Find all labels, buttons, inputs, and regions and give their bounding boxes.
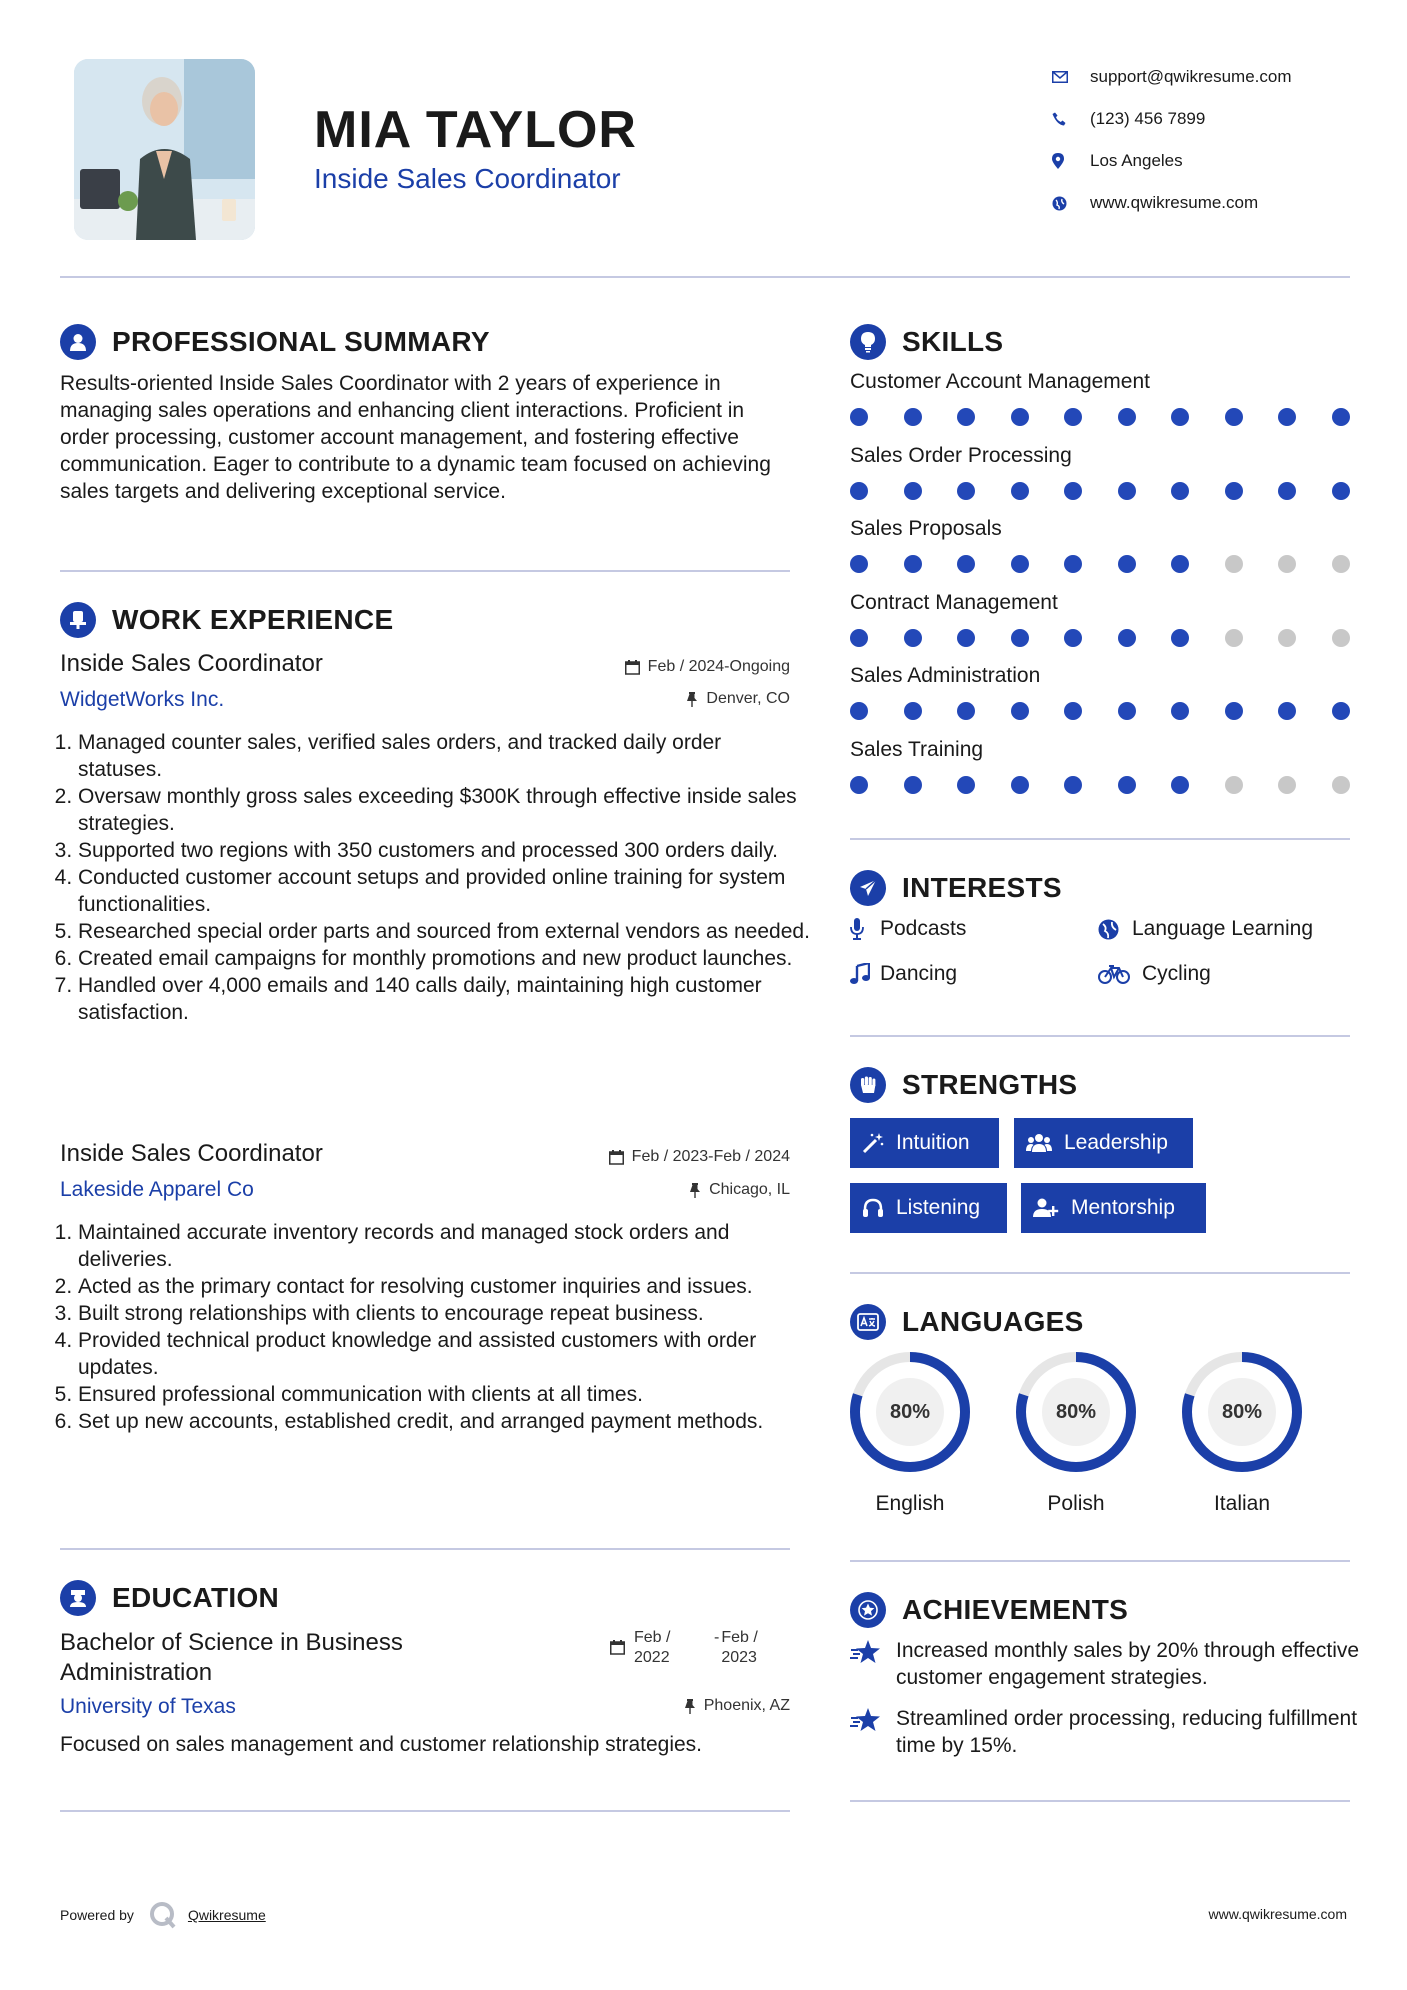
rating-dot-filled <box>1225 482 1243 500</box>
rating-dot-filled <box>904 408 922 426</box>
experience-divider <box>60 1548 790 1550</box>
rating-dot-empty <box>1332 629 1350 647</box>
profile-photo <box>74 59 255 240</box>
rating-dot-filled <box>1278 408 1296 426</box>
interest-label: Dancing <box>880 962 958 985</box>
achievement-item <box>850 1637 1360 1691</box>
user-icon <box>60 324 96 360</box>
skills-divider <box>850 838 1350 840</box>
rating-dot-filled <box>1011 408 1029 426</box>
skill-rating <box>850 629 1350 647</box>
language-percent: 80% <box>1221 1400 1263 1423</box>
job-2-company: Lakeside Apparel Co <box>60 1178 254 1201</box>
rating-dot-filled <box>850 702 868 720</box>
achievements-heading <box>850 1592 1128 1628</box>
rating-dot-filled <box>1171 702 1189 720</box>
calendar-icon <box>609 1150 624 1165</box>
skill-label: Sales Training <box>850 737 984 761</box>
language-name: Italian <box>1213 1492 1271 1515</box>
skill-item <box>850 738 1350 794</box>
rating-dot-filled <box>1064 555 1082 573</box>
job-2-title: Inside Sales Coordinator <box>60 1140 323 1167</box>
rating-dot-empty <box>1278 555 1296 573</box>
briefcase-icon <box>60 602 96 638</box>
skill-label: Customer Account Management <box>850 370 1150 393</box>
skill-rating <box>850 702 1350 720</box>
globe-icon <box>1098 919 1132 940</box>
rating-dot-filled <box>1171 408 1189 426</box>
strengths-heading <box>850 1067 1077 1103</box>
rating-dot-filled <box>850 408 868 426</box>
language-item <box>1014 1350 1138 1516</box>
rating-dot-filled <box>904 776 922 794</box>
rating-dot-filled <box>957 702 975 720</box>
star-icon <box>850 1637 896 1691</box>
job-1-location <box>530 690 790 708</box>
rating-dot-filled <box>1118 555 1136 573</box>
rating-dot-empty <box>1278 776 1296 794</box>
skill-rating <box>850 482 1350 500</box>
interest-label: Language Learning <box>1132 917 1314 940</box>
languages-title: LANGUAGES <box>902 1306 1084 1337</box>
qwikresume-logo-icon <box>148 1900 178 1930</box>
list-item: 5. Researched special order parts and sourced from external vendors as needed. <box>78 918 810 945</box>
rating-dot-filled <box>904 702 922 720</box>
phone-icon <box>1050 112 1090 126</box>
list-item: 1. Managed counter sales, verified sales orders, and tracked daily order statuses. <box>78 729 810 783</box>
education-dates <box>610 1628 771 1668</box>
education-description: Focused on sales management and customer relationship strategies. <box>60 1733 703 1756</box>
rating-dot-filled <box>904 482 922 500</box>
list-item: 5. Ensured professional communication with clients at all times. <box>78 1381 810 1408</box>
rating-dot-filled <box>957 629 975 647</box>
rating-dot-empty <box>1278 629 1296 647</box>
interest-dancing <box>850 962 957 986</box>
skill-item <box>850 664 1350 720</box>
strength-label: Leadership <box>1064 1131 1168 1154</box>
rating-dot-filled <box>1011 555 1029 573</box>
experience-heading <box>60 602 393 638</box>
rating-dot-filled <box>1118 408 1136 426</box>
summary-text: Results-oriented Inside Sales Coordinator with 2 years of experience in managing sales operations and enhancing client interactions. Proficient in order processing, customer account management, and fostering effective communication. Eager to contribute to a dynamic team focused on achieving sales targets and delivering exceptional service. <box>60 372 771 503</box>
rating-dot-filled <box>850 482 868 500</box>
list-item: 2. Oversaw monthly gross sales exceeding $300K through effective inside sales strategies. <box>78 783 810 837</box>
fist-icon <box>850 1067 886 1103</box>
education-title: EDUCATION <box>112 1582 280 1613</box>
rating-dot-filled <box>1278 482 1296 500</box>
interest-language-learning <box>1098 917 1313 941</box>
job-2-location-text: Chicago, IL <box>709 1181 790 1198</box>
music-note-icon <box>850 963 880 985</box>
bicycle-icon <box>1098 964 1142 984</box>
job-1-date-text: Feb / 2024-Ongoing <box>647 658 790 675</box>
lightbulb-icon <box>850 324 886 360</box>
rating-dot-filled <box>1118 482 1136 500</box>
rating-dot-empty <box>1225 629 1243 647</box>
list-item: 4. Conducted customer account setups and provided online training for system functionalities. <box>78 864 810 918</box>
rating-dot-filled <box>850 555 868 573</box>
contact-email[interactable] <box>1050 56 1292 98</box>
pushpin-icon <box>689 1183 701 1198</box>
job-1-date <box>530 658 790 676</box>
rating-dot-empty <box>1332 555 1350 573</box>
rating-dot-empty <box>1332 776 1350 794</box>
language-percent: 80% <box>1055 1400 1097 1423</box>
education-degree: Bachelor of Science in Business Administration <box>60 1629 403 1686</box>
skill-rating <box>850 408 1350 426</box>
calendar-icon <box>610 1640 625 1655</box>
language-name: English <box>875 1492 945 1515</box>
rating-dot-filled <box>1225 408 1243 426</box>
rating-dot-filled <box>1171 629 1189 647</box>
star-badge-icon <box>850 1592 886 1628</box>
education-school: University of Texas <box>60 1695 236 1718</box>
job-1-title: Inside Sales Coordinator <box>60 650 323 677</box>
star-icon <box>850 1705 896 1759</box>
rating-dot-filled <box>1118 702 1136 720</box>
education-divider <box>60 1810 790 1812</box>
summary-title: PROFESSIONAL SUMMARY <box>112 326 490 357</box>
rating-dot-filled <box>1011 702 1029 720</box>
language-name: Polish <box>1047 1492 1105 1515</box>
contact-website[interactable] <box>1050 182 1292 224</box>
contact-email-text: support@qwikresume.com <box>1090 67 1292 86</box>
interests-title: INTERESTS <box>902 872 1062 903</box>
job-2-location <box>530 1181 790 1199</box>
rating-dot-filled <box>1171 482 1189 500</box>
pushpin-icon <box>686 692 698 707</box>
interests-divider <box>850 1035 1350 1037</box>
list-item: 2. Acted as the primary contact for resolving customer inquiries and issues. <box>78 1273 810 1300</box>
list-item: 1. Maintained accurate inventory records and managed stock orders and deliveries. <box>78 1219 810 1273</box>
rating-dot-filled <box>957 482 975 500</box>
rating-dot-filled <box>1171 776 1189 794</box>
skills-heading <box>850 324 1003 360</box>
job-1-company: WidgetWorks Inc. <box>60 688 225 711</box>
experience-title: WORK EXPERIENCE <box>112 604 394 635</box>
rating-dot-filled <box>1064 702 1082 720</box>
strengths-title: STRENGTHS <box>902 1069 1078 1100</box>
languages-divider <box>850 1560 1350 1562</box>
interest-label: Podcasts <box>880 917 967 940</box>
pushpin-icon <box>684 1699 696 1714</box>
list-item: 3. Supported two regions with 350 customers and processed 300 orders daily. <box>78 837 810 864</box>
graduate-icon <box>60 1580 96 1616</box>
candidate-name: MIA TAYLOR <box>314 101 637 159</box>
language-item <box>1180 1350 1304 1516</box>
strength-label: Mentorship <box>1071 1196 1175 1219</box>
job-1-location-text: Denver, CO <box>706 690 790 707</box>
rating-dot-empty <box>1225 776 1243 794</box>
rating-dot-filled <box>1225 702 1243 720</box>
strength-badge-intuition <box>850 1118 999 1168</box>
rating-dot-filled <box>957 408 975 426</box>
achievement-text: Increased monthly sales by 20% through effective customer engagement strategies. <box>896 1639 1360 1689</box>
interest-label: Cycling <box>1142 962 1211 985</box>
interests-heading <box>850 870 1062 906</box>
summary-heading <box>60 324 490 360</box>
header-divider <box>60 276 1350 278</box>
rating-dot-filled <box>1011 629 1029 647</box>
calendar-icon <box>625 660 640 675</box>
job-2-date <box>530 1148 790 1166</box>
skill-rating <box>850 776 1350 794</box>
footer-website[interactable]: www.qwikresume.com <box>1208 1906 1347 1922</box>
magic-wand-icon <box>862 1132 884 1154</box>
language-item <box>848 1350 972 1516</box>
skill-item <box>850 370 1350 426</box>
rating-dot-filled <box>1278 702 1296 720</box>
rating-dot-empty <box>1225 555 1243 573</box>
education-location-text: Phoenix, AZ <box>703 1697 790 1714</box>
microphone-icon <box>850 918 880 940</box>
job-2-date-text: Feb / 2023-Feb / 2024 <box>631 1148 790 1165</box>
language-percent: 80% <box>889 1400 931 1423</box>
summary-divider <box>60 570 790 572</box>
user-plus-icon <box>1033 1198 1059 1218</box>
education-location <box>530 1697 790 1715</box>
translate-icon <box>850 1304 886 1340</box>
rating-dot-filled <box>1064 482 1082 500</box>
globe-icon <box>1050 196 1090 211</box>
map-pin-icon <box>1050 153 1090 169</box>
strength-badge-mentorship <box>1021 1183 1206 1233</box>
job-1-duties <box>60 729 810 1026</box>
strength-label: Listening <box>896 1196 981 1219</box>
footer-powered-by <box>60 1900 266 1930</box>
rating-dot-filled <box>1064 776 1082 794</box>
skill-item <box>850 444 1350 500</box>
strength-badge-listening <box>850 1183 1007 1233</box>
list-item: 4. Provided technical product knowledge and assisted customers with order updates. <box>78 1327 810 1381</box>
rating-dot-filled <box>1332 482 1350 500</box>
skill-label: Sales Order Processing <box>850 443 1072 467</box>
rating-dot-filled <box>850 776 868 794</box>
rating-dot-filled <box>850 629 868 647</box>
achievement-text: Streamlined order processing, reducing fulfillment time by 15%. <box>896 1707 1358 1757</box>
education-heading <box>60 1580 279 1616</box>
strengths-divider <box>850 1272 1350 1274</box>
skill-label: Contract Management <box>850 590 1058 614</box>
list-item: 6. Set up new accounts, established credit, and arranged payment methods. <box>78 1408 810 1435</box>
contact-location <box>1050 140 1292 182</box>
rating-dot-filled <box>1171 555 1189 573</box>
rating-dot-filled <box>957 776 975 794</box>
powered-by-text: Powered by <box>60 1907 134 1923</box>
achievement-item <box>850 1705 1360 1759</box>
rating-dot-filled <box>904 555 922 573</box>
rating-dot-filled <box>904 629 922 647</box>
rating-dot-filled <box>957 555 975 573</box>
achievements-divider <box>850 1800 1350 1802</box>
contact-website-text: www.qwikresume.com <box>1090 193 1259 212</box>
rating-dot-filled <box>1332 408 1350 426</box>
skill-item <box>850 517 1350 573</box>
languages-heading <box>850 1304 1084 1340</box>
users-icon <box>1026 1133 1052 1153</box>
list-item: 3. Built strong relationships with clients to encourage repeat business. <box>78 1300 810 1327</box>
interest-cycling <box>1098 962 1211 986</box>
education-date-end: Feb / 2023 <box>721 1629 758 1666</box>
skill-label: Sales Proposals <box>850 517 1002 540</box>
skill-item <box>850 591 1350 647</box>
contact-phone[interactable] <box>1050 98 1292 140</box>
profile-photo-illustration <box>74 59 255 240</box>
interest-podcasts <box>850 917 966 941</box>
skill-label: Sales Administration <box>850 664 1041 687</box>
job-2-duties <box>60 1219 810 1435</box>
envelope-icon <box>1050 71 1090 83</box>
rating-dot-filled <box>1011 776 1029 794</box>
strength-badge-leadership <box>1014 1118 1193 1168</box>
qwikresume-link[interactable]: Qwikresume <box>187 1907 266 1923</box>
achievements-title: ACHIEVEMENTS <box>902 1594 1129 1625</box>
strength-label: Intuition <box>896 1131 970 1154</box>
rating-dot-filled <box>1332 702 1350 720</box>
candidate-title: Inside Sales Coordinator <box>314 163 621 194</box>
list-item: 6. Created email campaigns for monthly promotions and new product launches. <box>78 945 810 972</box>
skills-title: SKILLS <box>902 326 1004 357</box>
list-item: 7. Handled over 4,000 emails and 140 calls daily, maintaining high customer satisfaction. <box>78 972 810 1026</box>
skill-rating <box>850 555 1350 573</box>
rating-dot-filled <box>1118 776 1136 794</box>
contact-phone-text: (123) 456 7899 <box>1090 109 1206 128</box>
paper-plane-icon <box>850 870 886 906</box>
rating-dot-filled <box>1011 482 1029 500</box>
rating-dot-filled <box>1118 629 1136 647</box>
headphones-icon <box>862 1198 884 1218</box>
contact-location-text: Los Angeles <box>1090 151 1183 170</box>
rating-dot-filled <box>1064 629 1082 647</box>
education-date-start: Feb / 2022 <box>634 1629 671 1666</box>
rating-dot-filled <box>1064 408 1082 426</box>
education-date-sep: - <box>714 1629 720 1646</box>
contact-list <box>1050 56 1292 224</box>
